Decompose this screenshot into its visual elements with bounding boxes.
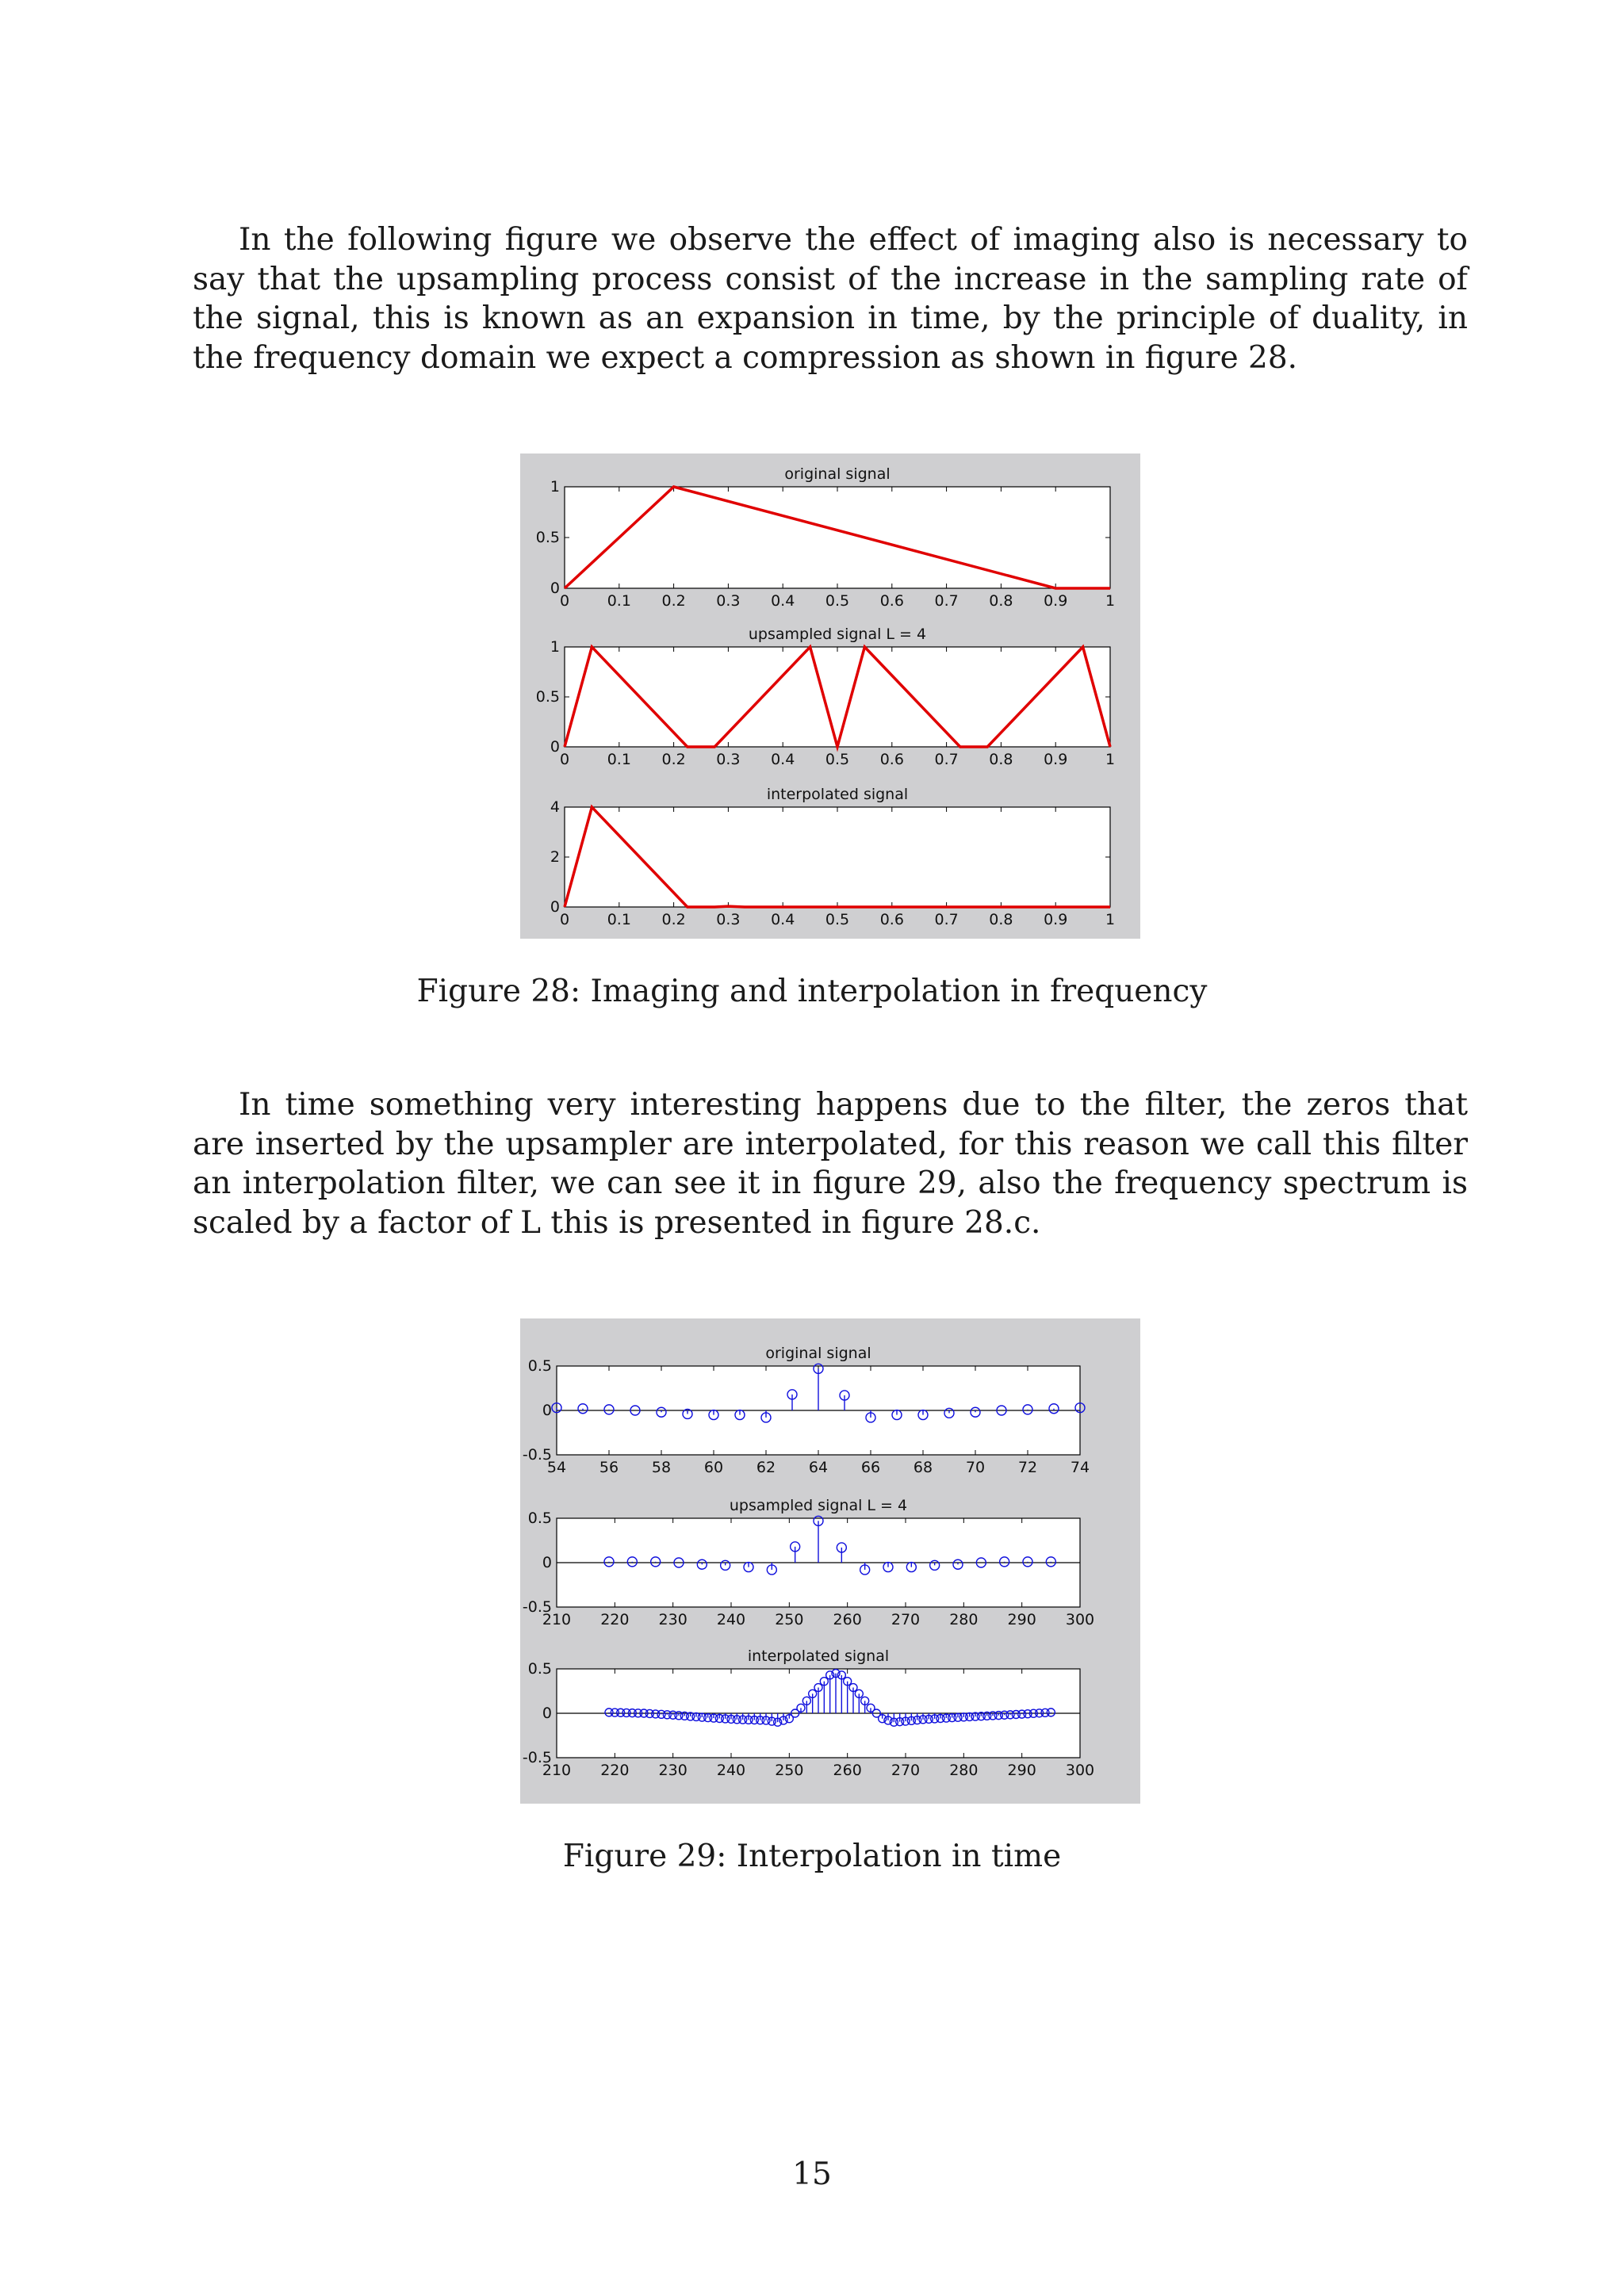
x-tick-label: 0.1	[607, 592, 631, 610]
subplot-title: interpolated signal	[747, 1647, 890, 1665]
x-tick-label: 0.6	[879, 592, 904, 610]
x-tick-label: 0.4	[771, 592, 795, 610]
subplot-title: original signal	[784, 465, 891, 483]
x-tick-label: 260	[833, 1611, 862, 1628]
x-tick-label: 0.6	[879, 751, 904, 768]
x-tick-label: 290	[1007, 1762, 1036, 1779]
figure-28-plot	[520, 453, 1140, 939]
y-tick-label: 0.5	[527, 1660, 552, 1678]
x-tick-label: 0.3	[716, 592, 741, 610]
x-tick-label: 0.5	[825, 751, 850, 768]
x-tick-label: 0.8	[989, 592, 1013, 610]
x-tick-label: 66	[860, 1459, 881, 1476]
x-tick-label: 54	[546, 1459, 567, 1476]
y-tick-label: 0	[542, 1554, 552, 1571]
x-tick-label: 0.1	[607, 751, 631, 768]
y-tick-label: 0	[550, 580, 560, 597]
x-tick-label: 280	[949, 1762, 979, 1779]
y-tick-label: 1	[550, 478, 560, 496]
y-tick-label: 2	[550, 848, 560, 866]
x-tick-label: 68	[913, 1459, 933, 1476]
figure-29-plot	[520, 1318, 1140, 1804]
x-tick-label: 0.7	[934, 751, 959, 768]
x-tick-label: 230	[658, 1611, 688, 1628]
x-tick-label: 62	[756, 1459, 776, 1476]
x-tick-label: 250	[775, 1762, 804, 1779]
y-tick-label: 0	[542, 1705, 552, 1722]
figure-29-caption: Figure 29: Interpolation in time	[562, 1839, 1062, 1874]
page-number: 15	[792, 2156, 832, 2192]
x-tick-label: 220	[600, 1762, 630, 1779]
x-tick-label: 290	[1007, 1611, 1036, 1628]
subplot-1	[536, 465, 1115, 610]
x-tick-label: 270	[891, 1762, 921, 1779]
y-tick-label: 0	[550, 898, 560, 916]
figure-28-caption: Figure 28: Imaging and interpolation in frequency	[416, 974, 1208, 1009]
x-tick-label: 230	[658, 1762, 688, 1779]
subplot-title: original signal	[765, 1345, 871, 1362]
paragraph-1: In the following figure we observe the effect of imaging also is necessary to say that the upsampling process consist of the increase in the sampling rate of the signal, this is known as an expansion in time, by the principle of duality, in the frequency domain we expect a compression as shown in figure 28.	[193, 222, 1468, 376]
x-tick-label: 0.9	[1044, 911, 1068, 928]
x-tick-label: 210	[542, 1611, 572, 1628]
y-tick-label: 0.5	[527, 1510, 552, 1527]
subplot-title: interpolated signal	[766, 786, 909, 803]
x-tick-label: 0.7	[934, 592, 959, 610]
x-tick-label: 0	[559, 592, 570, 610]
subplot-2	[523, 1497, 1094, 1628]
y-tick-label: 1	[550, 638, 560, 656]
x-tick-label: 0.1	[607, 911, 631, 928]
x-tick-label: 74	[1070, 1459, 1090, 1476]
x-tick-label: 64	[808, 1459, 829, 1476]
x-tick-label: 0.8	[989, 751, 1013, 768]
x-tick-label: 0.2	[661, 751, 686, 768]
x-tick-label: 0.2	[661, 592, 686, 610]
x-tick-label: 0.9	[1044, 592, 1068, 610]
y-tick-label: -0.5	[522, 1446, 552, 1464]
subplot-title: upsampled signal L = 4	[729, 1497, 908, 1514]
y-tick-label: 0.5	[527, 1357, 552, 1375]
x-tick-label: 0.3	[716, 911, 741, 928]
x-tick-label: 0.9	[1044, 751, 1068, 768]
y-tick-label: 0.5	[535, 529, 560, 546]
subplot-3	[523, 1647, 1094, 1779]
x-tick-label: 0	[559, 751, 570, 768]
subplot-3	[550, 786, 1115, 928]
x-tick-label: 0.5	[825, 592, 850, 610]
x-tick-label: 72	[1017, 1459, 1038, 1476]
subplot-1	[523, 1345, 1090, 1476]
paragraph-2: In time something very interesting happens due to the filter, the zeros that are inserted by the upsampler are interpolated, for this reason we call this filter an interpolation filter, we can see it in figure 29, also the frequency spectrum is scaled by a factor of L this is presented in figure 28.c.	[193, 1087, 1468, 1241]
axes-box	[565, 487, 1110, 588]
x-tick-label: 60	[703, 1459, 724, 1476]
x-tick-label: 70	[965, 1459, 986, 1476]
y-tick-label: -0.5	[522, 1598, 552, 1616]
x-tick-label: 0.7	[934, 911, 959, 928]
y-tick-label: 0.5	[535, 688, 560, 706]
figure-28	[520, 453, 1140, 939]
x-tick-label: 300	[1065, 1762, 1095, 1779]
x-tick-label: 1	[1105, 911, 1116, 928]
x-tick-label: 0	[559, 911, 570, 928]
x-tick-label: 0.2	[661, 911, 686, 928]
y-tick-label: 4	[550, 798, 560, 816]
x-tick-label: 300	[1065, 1611, 1095, 1628]
x-tick-label: 0.3	[716, 751, 741, 768]
subplot-2	[536, 626, 1115, 768]
x-tick-label: 1	[1105, 751, 1116, 768]
x-tick-label: 56	[599, 1459, 619, 1476]
x-tick-label: 260	[833, 1762, 862, 1779]
x-tick-label: 0.6	[879, 911, 904, 928]
y-tick-label: 0	[542, 1402, 552, 1419]
x-tick-label: 270	[891, 1611, 921, 1628]
x-tick-label: 280	[949, 1611, 979, 1628]
axes-box	[565, 647, 1110, 747]
y-tick-label: 0	[550, 738, 560, 756]
x-tick-label: 220	[600, 1611, 630, 1628]
x-tick-label: 240	[716, 1762, 746, 1779]
x-tick-label: 0.8	[989, 911, 1013, 928]
x-tick-label: 0.4	[771, 911, 795, 928]
x-tick-label: 210	[542, 1762, 572, 1779]
x-tick-label: 0.4	[771, 751, 795, 768]
x-tick-label: 240	[716, 1611, 746, 1628]
y-tick-label: -0.5	[522, 1749, 552, 1766]
axes-box	[565, 807, 1110, 907]
subplot-title: upsampled signal L = 4	[748, 626, 927, 643]
x-tick-label: 1	[1105, 592, 1116, 610]
x-tick-label: 0.5	[825, 911, 850, 928]
x-tick-label: 250	[775, 1611, 804, 1628]
figure-29	[520, 1318, 1140, 1804]
x-tick-label: 58	[651, 1459, 672, 1476]
